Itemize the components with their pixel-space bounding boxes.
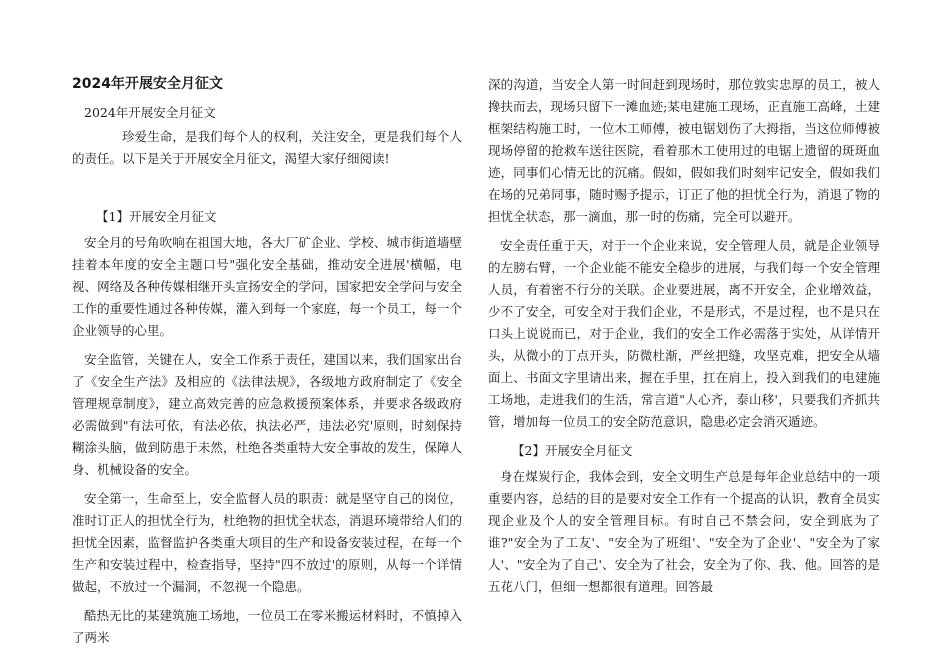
section-1-paragraph-4-continued: 深的沟道，当安全人第一时间赶到现场时，那位敦实忠厚的员工，被人搀扶而去，现场只留下一滩血迹;某电建施工现场，正直施工高峰，土建框架结构施工时，一位木工师傅，被电锯划伤了大拇指，当这位师傅被现场停留的抢救车送往医院，看着那木工使用过的电锯上遗留的斑斑血迹，同事们心情无比的沉痛。假如，假如我们时刻牢记安全，假如我们在场的兄弟同事，随时赐予提示，订正了他的担忧全行为，消退了物的担忧全状态，那一滴血，那一时的伤痛，完全可以避开。 [488,77,880,224]
section-2-paragraph-1: 身在煤炭行企，我体会到，安全文明生产总是每年企业总结中的一项重要内容，总结的目的是要对安全工作有一个提高的认识，教育全员实现企业及个人的安全管理目标。有时自己不禁会问，安全到底为了谁?"安全为了工友'、"安全为了班组'、"安全为了企业'、"安全为了家人'、"安全为了自己'、安全为了社会，安全为了你、我、他。回答的是五花八门，但细一想都很有道理。回答最 [488,469,880,594]
left-column [72,74,462,656]
section-1-heading: 【1】开展安全月征文 [96,209,217,224]
section-1-paragraph-3: 安全第一，生命至上，安全监督人员的职责：就是坚守自己的岗位，准时订正人的担忧全行为，杜绝物的担忧全状态，消退环境带给人们的担忧全因素，监督监护各类重大项目的生产和设备安装过程，在每一个生产和安装过程中，检查指导，坚持"四不放过'的原则，从每一个详情做起，不放过一个漏洞，不忽视一个隐患。 [72,491,462,594]
section-2-heading: 【2】开展安全月征文 [512,443,633,458]
intro-paragraph: 珍爱生命，是我们每个人的权利，关注安全，更是我们每个人的责任。以下是关于开展安全月征文，渴望大家仔细阅读! [72,129,462,166]
section-1-paragraph-4-start: 酷热无比的某建筑施工场地，一位员工在零米搬运材料时，不慎掉入了两米 [72,608,462,645]
section-1-paragraph-5: 安全责任重于天，对于一个企业来说，安全管理人员，就是企业领导的左膀右臂，一个企业能不能安全稳步的进展，与我们每一个安全管理人员，有着密不行分的关联。企业要进展，离不开安全，企业增效益，少不了安全，可安全对于我们企业，不是形式，不是过程，也不是只在口头上说说而已，对于企业，我们的安全工作必需落于实处，从详情开头，从微小的丁点开头，防微杜渐，严丝把缝，攻坚克难，把安全从墙面上、书面文字里请出来，握在手里，扛在肩上，投入到我们的电建施工场地，走进我们的生活，常言道"人心齐，泰山移'，只要我们齐抓共管，增加每一位员工的安全防范意识，隐患必定会消灭遁迹。 [488,238,880,429]
section-1-paragraph-2: 安全监管，关键在人，安全工作系于责任，建国以来，我们国家出台了《安全生产法》及相应的《法律法规》，各级地方政府制定了《安全管理规章制度》，建立高效完善的应急救援预案体系，并要求各级政府必需做到"有法可依，有法必依，执法必严，违法必究'原则，时刻保持糊涂头脑，做到防患于未然，杜绝各类重特大安全事故的发生，保障人身、机械设备的安全。 [72,352,462,477]
document-subtitle: 2024年开展安全月征文 [84,105,216,120]
document-title: 2024年开展安全月征文 [72,76,223,92]
section-1-paragraph-1: 安全月的号角吹响在祖国大地，各大厂矿企业、学校、城市街道墙壁挂着本年度的安全主题口号"强化安全基础，推动安全进展'横幅，电视、网络及各种传媒相继开头宣扬安全的学问，国家把安全学问与安全工作的重要性通过各种传媒，灌入到每一个家庭，每一个员工，每一个企业领导的心里。 [72,235,462,338]
right-column [488,74,880,605]
